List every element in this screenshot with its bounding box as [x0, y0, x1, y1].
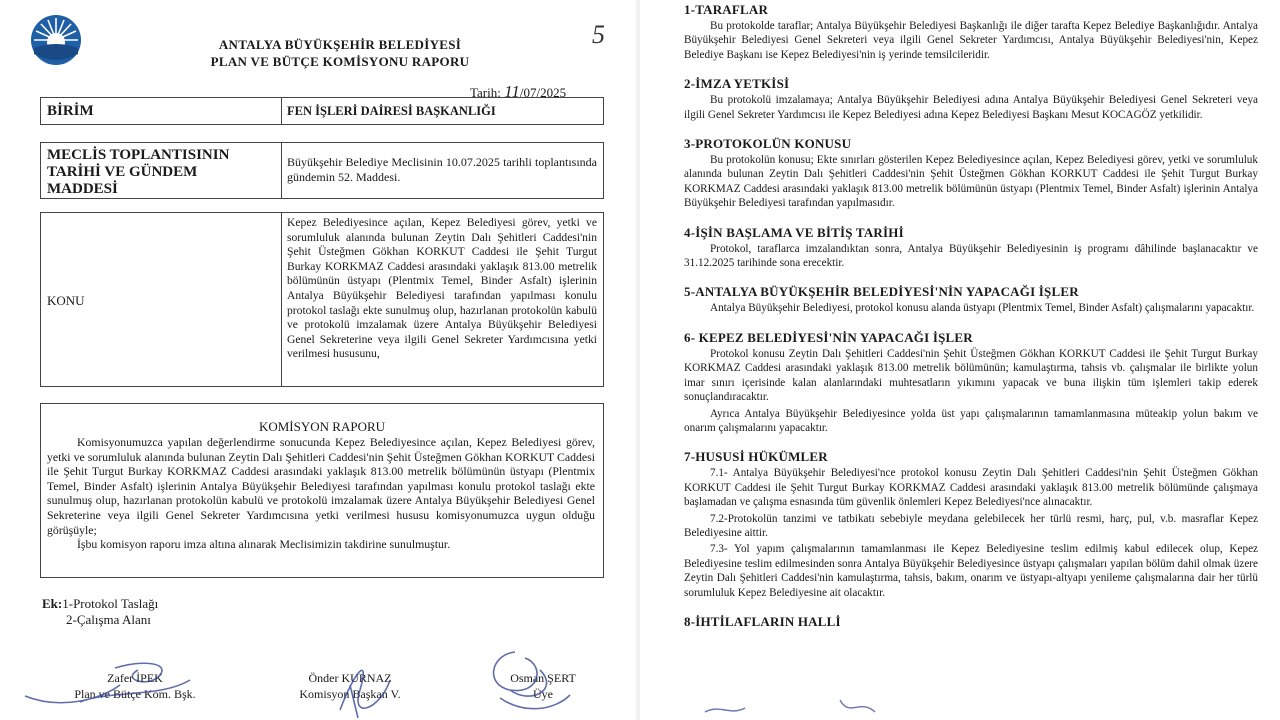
konu-label: KONU [47, 293, 85, 308]
signatory-name: Osman ŞERT [510, 671, 576, 685]
report-title: PLAN VE BÜTÇE KOMİSYONU RAPORU [210, 54, 470, 69]
protocol-paragraph: 7.1- Antalya Büyükşehir Belediyesi'nce protokol konusu Zeytin Dalı Şehitleri Caddesi'nin Şehit Üsteğmen Gökhan KORKUT Caddesi ile Şehit Turgut Burkay KORKMAZ Caddesi arasındaki yaklaşık 813.00 metrelik bölümünde çalışmaya başlamadan ve çalışma esnasında tüm güvenlik önlemleri Kepez Belediyesi'nce alınacaktır. [684, 467, 1258, 509]
protocol-section [684, 225, 1258, 271]
protocol-section-heading: 1-TARAFLAR [684, 2, 769, 17]
komisyon-raporu-box [40, 403, 604, 578]
date-label: Tarih: [470, 85, 501, 100]
meclis-row [40, 142, 604, 199]
signature-block [488, 670, 598, 702]
protocol-paragraph: Protokol konusu Zeytin Dalı Şehitleri Caddesi'nin Şehit Üsteğmen Gökhan KORKUT Caddesi ile Şehit Turgut Burkay KORKMAZ Caddesi arasındaki yaklaşık 813.00 metrelik bölümünün; kamulaştırma, tahsis vb. çalışmalar ile birlikte yolun imar sınırı içerisinde kalan alanlarındaki muhtesatların yıkımını yapacak ve buna ilişkin tüm işlemleri takip ederek sonuçlandıracaktır. [684, 347, 1258, 404]
signature-block [50, 670, 220, 702]
protocol-sections [684, 2, 1258, 644]
komisyon-raporu-title: KOMİSYON RAPORU [258, 419, 386, 434]
organization-name: ANTALYA BÜYÜKŞEHİR BELEDİYESİ [218, 37, 462, 52]
protocol-page [640, 0, 1280, 720]
protocol-section [684, 449, 1258, 600]
komisyon-raporu-body [47, 435, 595, 552]
birim-label: BİRİM [47, 103, 94, 119]
protocol-section [684, 330, 1258, 435]
protocol-section-heading: 7-HUSUSİ HÜKÜMLER [684, 449, 828, 465]
signatory-name: Zafer İPEK [107, 671, 163, 685]
protocol-section [684, 76, 1258, 122]
signature-block [275, 670, 425, 702]
protocol-paragraph: Antalya Büyükşehir Belediyesi, protokol konusu alanda üstyapı (Plentmix Temel, Binder Asfalt) çalışmalarını yapacaktır. [710, 302, 1255, 315]
protocol-section-heading: 3-PROTOKOLÜN KONUSU [684, 136, 852, 152]
protocol-paragraph: 7.2-Protokolün tanzimi ve tatbikatı sebebiyle meydana gelebilecek her türlü resmi, harç, pul, v.b. masraflar Kepez Belediyesine aittir. [684, 512, 1258, 539]
birim-row [40, 97, 604, 125]
attachment-item: 1-Protokol Taslağı [62, 596, 159, 611]
meclis-label-line: MECLİS TOPLANTISININ [47, 147, 230, 163]
attachment-item: 2-Çalışma Alanı [66, 612, 151, 627]
signatory-title: Üye [533, 687, 553, 701]
signatory-title: Komisyon Başkan V. [299, 687, 401, 701]
protocol-section [684, 284, 1258, 315]
konu-row [40, 212, 604, 387]
protocol-paragraph: Bu protokolde taraflar; Antalya Büyükşehir Belediyesi Başkanlığı ile diğer tarafta Kepez Belediye Başkanlığıdır. Antalya Büyükşehir Belediyesi Genel Sekreteri veya ilgili Genel Sekreter Yardımcısı, Antalya Büyükşehir Belediyesi'nin, Kepez Belediye Başkanı ise Kepez Belediyesi'nin iş yerinde temsilcileridir. [684, 20, 1258, 61]
meclis-label-line: MADDESİ [47, 181, 118, 197]
attachments-list [42, 596, 158, 628]
protocol-section-heading: 5-ANTALYA BÜYÜKŞEHİR BELEDİYESİ'NİN YAPACAĞI İŞLER [684, 284, 1079, 300]
protocol-section-heading: 2-İMZA YETKİSİ [684, 76, 790, 92]
birim-value: FEN İŞLERİ DAİRESİ BAŞKANLIĞI [287, 104, 496, 118]
meclis-label-line: TARİHİ VE GÜNDEM [47, 164, 198, 180]
handwritten-page-number: 5 [592, 20, 605, 49]
antalya-municipality-logo-icon [30, 14, 82, 66]
protocol-section [684, 2, 1258, 62]
report-header [150, 36, 530, 70]
komisyon-raporu-paragraph: İşbu komisyon raporu imza altına alınarak Meclisimizin takdirine sunulmuştur. [77, 537, 451, 552]
protocol-paragraph: Ayrıca Antalya Büyükşehir Belediyesince yolda üst yapı çalışmalarının tamamlanmasına müteakip yolun bakım ve onarım çalışmalarını yapacaktır. [684, 407, 1258, 434]
handwritten-signature-icon [700, 698, 920, 720]
protocol-paragraph: Bu protokolü imzalamaya; Antalya Büyükşehir Belediyesi adına Antalya Büyükşehir Belediyesi Genel Sekreteri veya ilgili Genel Sekreter Yardımcısı ile Kepez Belediyesi adına Kepez Belediyesi Başkanı Mesut KOCAGÖZ yetkilidir. [684, 94, 1258, 121]
protocol-paragraph: Bu protokolün konusu; Ekte sınırları gösterilen Kepez Belediyesince açılan, Kepez Belediyesi görev, yetki ve sorumluluk alanında bulunan Zeytin Dalı Şehitleri Caddesi'nin Şehit Üsteğmen Gökhan KORKUT Caddesi ile Şehit Turgut Burkay KORKMAZ Caddesi arasındaki yaklaşık 813.00 metrelik bölümünün üstyapı (Plentmix Temel, Binder Asfalt) işlerinin Antalya Büyükşehir Belediyesi tarafından yapılmasıdır. [684, 154, 1258, 210]
komisyon-raporu-paragraph: Komisyonumuzca yapılan değerlendirme sonucunda Kepez Belediyesince açılan, Kepez Belediyesi görev, yetki ve sorumluluk alanında bulunan Zeytin Dalı Şehitleri Caddesi'nin Şehit Üsteğmen Gökhan KORKUT Caddesi ile Şehit Turgut Burkay KORKMAZ Caddesi arasındaki yaklaşık 813.00 metrelik bölümünün üstyapı (Plentmix Temel, Binder Asfalt) işlerinin Antalya Büyükşehir Belediyesi tarafından yapılması konulu protokol taslağı ekte sunulmuş olup, hazırlanan protokolün kabulü ve protokolü imzalamak üzere Antalya Büyükşehir Belediyesi Genel Sekreterine veya ilgili Genel Sekreter Yardımcısına yetki verilmesi hususu komisyonumuzca uygun olduğu görüşüyle; [47, 435, 595, 537]
konu-value: Kepez Belediyesince açılan, Kepez Belediyesi görev, yetki ve sorumluluk alanında bulunan Zeytin Dalı Şehitleri Caddesi'nin Şehit Üsteğmen Gökhan KORKUT Caddesi ile Şehit Turgut Burkay KORKMAZ Caddesi arasındaki yaklaşık 813.00 metrelik bölümünün üstyapı (Plentmix Temel, Binder Asfalt) işlerinin Antalya Büyükşehir Belediyesi tarafından yapılması konulu protokol taslağı ekte sunulmuş olup, hazırlanan protokolün kabulü ve protokolü imzalamak üzere Antalya Büyükşehir Belediyesi Genel Sekreterine veya ilgili Genel Sekreter Yardımcısına yetki verilmesi hususunu, [287, 216, 597, 361]
protocol-section [684, 614, 1258, 630]
protocol-section-heading: 4-İŞİN BAŞLAMA VE BİTİŞ TARİHİ [684, 224, 904, 240]
meclis-value: Büyükşehir Belediye Meclisinin 10.07.2025 tarihli toplantısında gündemin 52. Maddesi. [287, 155, 597, 184]
meclis-label [47, 147, 229, 198]
protocol-section-heading: 8-İHTİLAFLARIN HALLİ [684, 613, 841, 629]
protocol-section [684, 136, 1258, 211]
signatory-name: Önder KURNAZ [308, 671, 392, 685]
protocol-paragraph: Protokol, taraflarca imzalandıktan sonra, Antalya Büyükşehir Belediyesinin iş programı dâhilinde başlanacaktır ve 31.12.2025 tarihinde sona erecektir. [684, 242, 1258, 270]
signatory-title: Plan ve Bütçe Kom. Bşk. [74, 687, 196, 701]
date-month-year: /07/2025 [519, 85, 567, 100]
protocol-section-heading: 6- KEPEZ BELEDİYESİ'NİN YAPACAĞI İŞLER [684, 329, 973, 345]
protocol-paragraph: 7.3- Yol yapım çalışmalarının tamamlanması ile Kepez Belediyesine teslim edilmiş kabul edilecek olup, Kepez Belediyesine teslim edilmesinden sonra Antalya Büyükşehir Belediyesince üstyapı çalışmaları yapılan bölüm dahil olmak üzere Zeytin Dalı Şehitleri Caddesi'nin kamulaştırma, tahsis, bakım, onarım ve üstyapı-altyapı yenileme çalışmalarına dair her türlü sorumluluk Kepez Belediyesine ait olacaktır. [684, 543, 1258, 599]
attachments-label: Ek: [42, 596, 63, 611]
date-day-handwritten: 11 [504, 82, 520, 101]
